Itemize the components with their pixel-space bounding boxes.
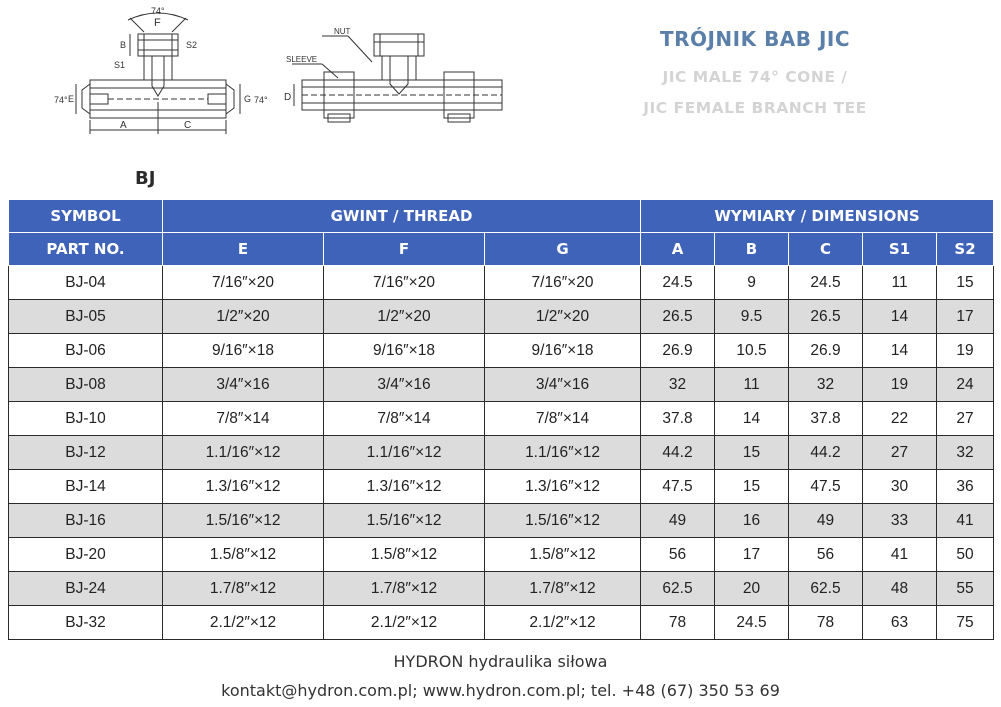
table-cell: 30 bbox=[863, 470, 937, 504]
table-cell: 26.9 bbox=[789, 334, 863, 368]
table-cell: 9/16″×18 bbox=[324, 334, 485, 368]
table-cell: 78 bbox=[789, 606, 863, 640]
table-cell: 32 bbox=[641, 368, 715, 402]
table-row bbox=[9, 572, 994, 606]
table-cell: 41 bbox=[863, 538, 937, 572]
a-label: A bbox=[120, 120, 127, 131]
table-body bbox=[9, 266, 994, 640]
table-cell: 1.3/16″×12 bbox=[324, 470, 485, 504]
table-cell: 47.5 bbox=[789, 470, 863, 504]
table-cell: 17 bbox=[937, 300, 994, 334]
table-cell: 1.5/16″×12 bbox=[485, 504, 641, 538]
table-cell: 3/4″×16 bbox=[163, 368, 324, 402]
angle-top-label: 74° bbox=[151, 6, 165, 16]
angle-right-label: 74° bbox=[254, 95, 268, 105]
col-header-s1: S1 bbox=[863, 233, 937, 266]
table-cell: 7/16″×20 bbox=[485, 266, 641, 300]
part-number-cell: BJ-12 bbox=[9, 436, 163, 470]
table-cell: 32 bbox=[789, 368, 863, 402]
product-title: TRÓJNIK BAB JIC bbox=[659, 27, 851, 51]
table-cell: 44.2 bbox=[789, 436, 863, 470]
table-row bbox=[9, 470, 994, 504]
sleeve-label: SLEEVE bbox=[286, 55, 318, 64]
table-cell: 2.1/2″×12 bbox=[324, 606, 485, 640]
s1-label: S1 bbox=[114, 60, 126, 70]
table-cell: 20 bbox=[715, 572, 789, 606]
table-cell: 24.5 bbox=[641, 266, 715, 300]
table-row bbox=[9, 368, 994, 402]
col-header-e: E bbox=[163, 233, 324, 266]
table-cell: 19 bbox=[863, 368, 937, 402]
table-cell: 10.5 bbox=[715, 334, 789, 368]
table-cell: 27 bbox=[937, 402, 994, 436]
table-cell: 19 bbox=[937, 334, 994, 368]
table-row bbox=[9, 606, 994, 640]
table-cell: 1.7/8″×12 bbox=[163, 572, 324, 606]
table-cell: 62.5 bbox=[641, 572, 715, 606]
col-header-c: C bbox=[789, 233, 863, 266]
part-number-cell: BJ-16 bbox=[9, 504, 163, 538]
nut-label: NUT bbox=[334, 27, 351, 36]
table-row bbox=[9, 436, 994, 470]
table-cell: 1.1/16″×12 bbox=[485, 436, 641, 470]
table-cell: 32 bbox=[937, 436, 994, 470]
subtitle-line-2: JIC FEMALE BRANCH TEE bbox=[643, 99, 867, 117]
table-cell: 1/2″×20 bbox=[324, 300, 485, 334]
table-cell: 75 bbox=[937, 606, 994, 640]
table-cell: 9.5 bbox=[715, 300, 789, 334]
table-cell: 9/16″×18 bbox=[485, 334, 641, 368]
title-block bbox=[600, 22, 910, 130]
footer-contact: kontakt@hydron.com.pl; www.hydron.com.pl; tel. +48 (67) 350 53 69 bbox=[221, 681, 780, 700]
table-cell: 55 bbox=[937, 572, 994, 606]
header-row-1 bbox=[9, 200, 994, 233]
table-cell: 17 bbox=[715, 538, 789, 572]
tee-dimension-drawing bbox=[48, 2, 278, 142]
table-cell: 1.5/8″×12 bbox=[163, 538, 324, 572]
table-row bbox=[9, 504, 994, 538]
table-cell: 9 bbox=[715, 266, 789, 300]
col-header-s2: S2 bbox=[937, 233, 994, 266]
table-cell: 7/16″×20 bbox=[163, 266, 324, 300]
part-number-cell: BJ-24 bbox=[9, 572, 163, 606]
dimensions-header: WYMIARY / DIMENSIONS bbox=[641, 200, 994, 233]
table-cell: 22 bbox=[863, 402, 937, 436]
header-row-2 bbox=[9, 233, 994, 266]
series-code: BJ bbox=[135, 168, 156, 189]
table-cell: 24 bbox=[937, 368, 994, 402]
table-cell: 14 bbox=[715, 402, 789, 436]
dimensions-table bbox=[8, 199, 994, 640]
table-cell: 36 bbox=[937, 470, 994, 504]
table-cell: 62.5 bbox=[789, 572, 863, 606]
table-cell: 44.2 bbox=[641, 436, 715, 470]
table-cell: 2.1/2″×12 bbox=[163, 606, 324, 640]
s2-label: S2 bbox=[186, 40, 198, 50]
table-cell: 1.3/16″×12 bbox=[485, 470, 641, 504]
table-cell: 7/16″×20 bbox=[324, 266, 485, 300]
footer-company: HYDRON hydraulika siłowa bbox=[393, 652, 608, 671]
table-cell: 1.7/8″×12 bbox=[485, 572, 641, 606]
f-label: F bbox=[154, 17, 161, 29]
table-cell: 1.5/8″×12 bbox=[324, 538, 485, 572]
part-number-cell: BJ-20 bbox=[9, 538, 163, 572]
part-number-cell: BJ-14 bbox=[9, 470, 163, 504]
table-cell: 14 bbox=[863, 300, 937, 334]
table-cell: 37.8 bbox=[789, 402, 863, 436]
table-cell: 1/2″×20 bbox=[163, 300, 324, 334]
table-cell: 56 bbox=[789, 538, 863, 572]
table-cell: 24.5 bbox=[715, 606, 789, 640]
table-cell: 63 bbox=[863, 606, 937, 640]
table-cell: 1.1/16″×12 bbox=[324, 436, 485, 470]
table-cell: 16 bbox=[715, 504, 789, 538]
part-number-cell: BJ-10 bbox=[9, 402, 163, 436]
angle-left-label: 74° bbox=[54, 95, 68, 105]
table-cell: 48 bbox=[863, 572, 937, 606]
table-row bbox=[9, 266, 994, 300]
part-number-cell: BJ-32 bbox=[9, 606, 163, 640]
table-cell: 33 bbox=[863, 504, 937, 538]
b-label: B bbox=[120, 40, 127, 50]
table-cell: 11 bbox=[863, 266, 937, 300]
col-header-a: A bbox=[641, 233, 715, 266]
table-cell: 1.5/16″×12 bbox=[324, 504, 485, 538]
table-cell: 26.9 bbox=[641, 334, 715, 368]
symbol-header: SYMBOL bbox=[9, 200, 163, 233]
table-cell: 1.5/16″×12 bbox=[163, 504, 324, 538]
table-cell: 1.5/8″×12 bbox=[485, 538, 641, 572]
tee-assembly-drawing bbox=[282, 22, 507, 132]
table-cell: 7/8″×14 bbox=[324, 402, 485, 436]
col-header-f: F bbox=[324, 233, 485, 266]
part-number-cell: BJ-05 bbox=[9, 300, 163, 334]
table-cell: 1.1/16″×12 bbox=[163, 436, 324, 470]
table-cell: 47.5 bbox=[641, 470, 715, 504]
part-number-cell: BJ-04 bbox=[9, 266, 163, 300]
table-cell: 49 bbox=[789, 504, 863, 538]
table-cell: 41 bbox=[937, 504, 994, 538]
table-cell: 3/4″×16 bbox=[324, 368, 485, 402]
table-cell: 56 bbox=[641, 538, 715, 572]
table-cell: 3/4″×16 bbox=[485, 368, 641, 402]
table-cell: 15 bbox=[715, 470, 789, 504]
g-label: G bbox=[244, 94, 252, 104]
table-cell: 26.5 bbox=[789, 300, 863, 334]
table-cell: 14 bbox=[863, 334, 937, 368]
table-cell: 49 bbox=[641, 504, 715, 538]
d-label: D bbox=[284, 92, 292, 103]
part-no-header: PART NO. bbox=[9, 233, 163, 266]
part-number-cell: BJ-06 bbox=[9, 334, 163, 368]
table-cell: 1.3/16″×12 bbox=[163, 470, 324, 504]
table-cell: 15 bbox=[937, 266, 994, 300]
table-cell: 7/8″×14 bbox=[163, 402, 324, 436]
table-cell: 78 bbox=[641, 606, 715, 640]
col-header-b: B bbox=[715, 233, 789, 266]
table-cell: 27 bbox=[863, 436, 937, 470]
subtitle-line-1: JIC MALE 74° CONE / bbox=[662, 68, 848, 86]
table-cell: 15 bbox=[715, 436, 789, 470]
table-cell: 1/2″×20 bbox=[485, 300, 641, 334]
table-cell: 1.7/8″×12 bbox=[324, 572, 485, 606]
part-number-cell: BJ-08 bbox=[9, 368, 163, 402]
table-cell: 9/16″×18 bbox=[163, 334, 324, 368]
table-cell: 2.1/2″×12 bbox=[485, 606, 641, 640]
table-cell: 26.5 bbox=[641, 300, 715, 334]
e-label: E bbox=[68, 94, 75, 104]
table-cell: 7/8″×14 bbox=[485, 402, 641, 436]
c-label: C bbox=[184, 120, 192, 131]
table-cell: 50 bbox=[937, 538, 994, 572]
table-row bbox=[9, 538, 994, 572]
table-cell: 11 bbox=[715, 368, 789, 402]
table-cell: 24.5 bbox=[789, 266, 863, 300]
table-row bbox=[9, 334, 994, 368]
col-header-g: G bbox=[485, 233, 641, 266]
table-cell: 37.8 bbox=[641, 402, 715, 436]
table-row bbox=[9, 402, 994, 436]
thread-header: GWINT / THREAD bbox=[163, 200, 641, 233]
table-row bbox=[9, 300, 994, 334]
